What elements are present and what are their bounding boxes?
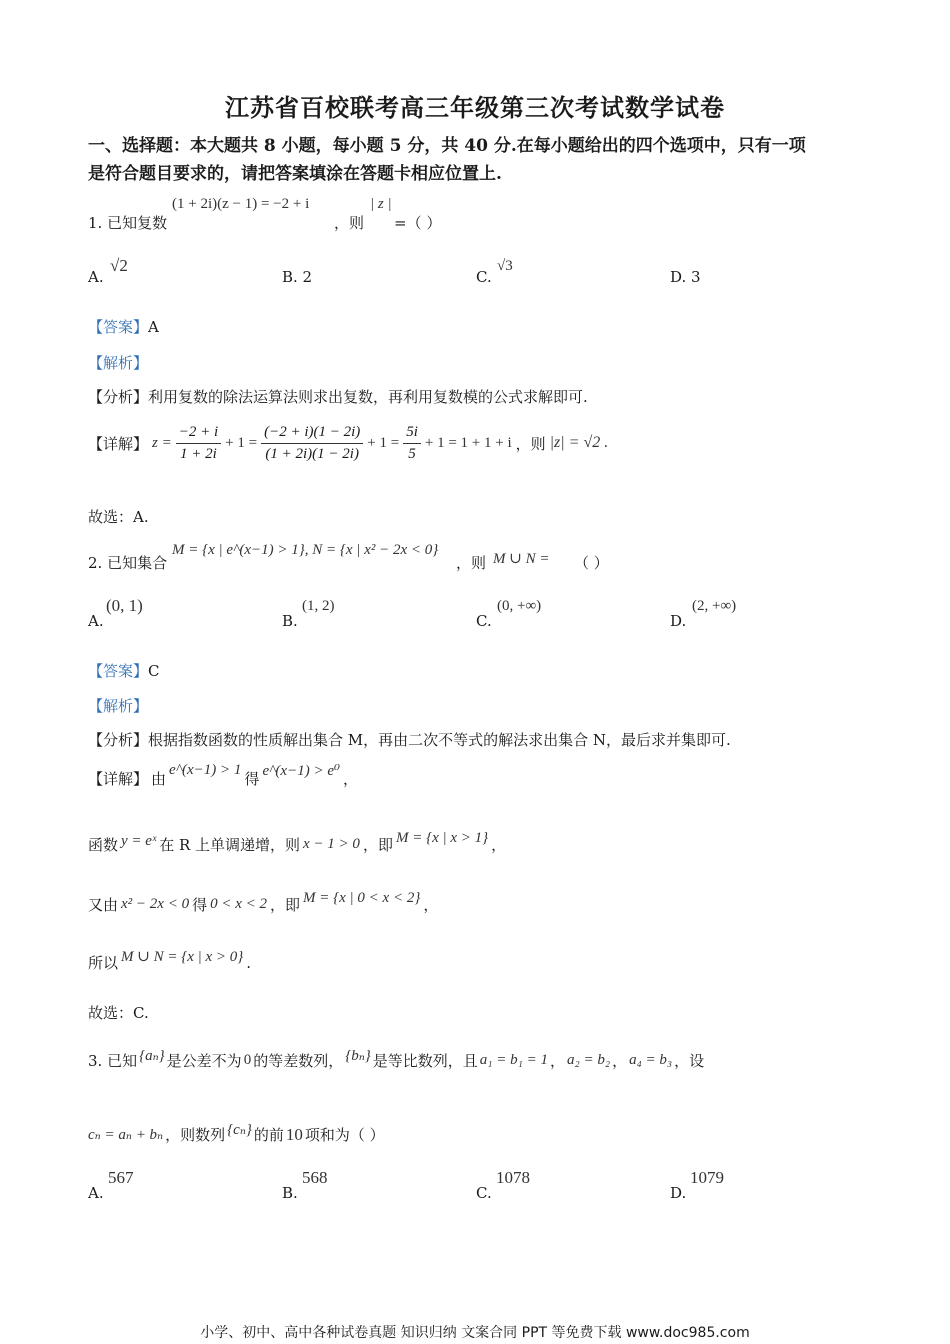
q1-frac2 — [261, 424, 363, 463]
q2-d3-b: 得 — [192, 896, 208, 914]
q1-then: ，则 — [515, 434, 546, 453]
detail-tag: 【详解】 — [88, 770, 149, 788]
q3-l2-math1: cₙ = aₙ + bₙ — [88, 1127, 164, 1143]
q2-d4-end: . — [246, 953, 252, 972]
section-heading-line1: 一、选择题：本大题共 8 小题，每小题 5 分，共 40 分.在每小题给出的四个选项中，只有一项 — [88, 136, 806, 156]
q1-frac3-den: 5 — [408, 445, 416, 462]
q2-option-c-math: (0, +∞) — [497, 598, 542, 614]
q1-result: |z| = √2 . — [549, 434, 609, 451]
q2-option-d-label: D. — [670, 612, 687, 630]
q2-d3-a: 又由 — [88, 896, 119, 914]
q1-option-b-label: B. 2 — [282, 268, 313, 286]
q1-option-c-label: C. — [476, 268, 492, 286]
q1-plus1b: + 1 = — [367, 434, 400, 451]
q2-d1-de: 得 — [244, 770, 260, 788]
q3-option-a-math: 567 — [108, 1168, 134, 1187]
q3-l1-e: ， — [549, 1052, 565, 1070]
q1-option-a-label: A. — [88, 268, 104, 286]
q2-stem-a: 2. 已知集合 — [88, 554, 168, 572]
q3-l1-math6: a₄ = b₃ — [629, 1052, 673, 1068]
q2-fenxi-line — [88, 729, 731, 750]
fenxi-tag: 【分析】 — [88, 388, 149, 406]
q1-option-a-math: √2 — [110, 256, 128, 275]
guxuan-tag: 故选： — [88, 508, 134, 526]
q2-choice: C. — [133, 1004, 149, 1022]
q2-option-b-math: (1, 2) — [302, 598, 335, 614]
q3-l1-math4: a₁ = b₁ = 1 — [479, 1052, 548, 1068]
q3-l1-math5: a₂ = b₂ — [567, 1052, 611, 1068]
q2-d1-you: 由 — [151, 770, 167, 788]
section-heading-line2: 是符合题目要求的，请把答案填涂在答题卡相应位置上. — [88, 164, 502, 184]
q3-l2-c: 项和为（ ） — [304, 1126, 385, 1144]
q3-line-1 — [88, 1050, 704, 1071]
q2-option-b-label: B. — [282, 612, 298, 630]
q2-d3-math2: 0 < x < 2 — [210, 896, 267, 912]
q2-d3-c: ，即 — [270, 896, 301, 914]
q3-line-2 — [88, 1124, 385, 1145]
q2-choice-line — [88, 1002, 149, 1023]
q2-d2-end: ， — [491, 836, 507, 854]
answer-tag: 【答案】 — [88, 662, 149, 680]
q3-option-a-label: A. — [88, 1184, 104, 1202]
q2-option-a-math: (0, 1) — [106, 596, 143, 615]
q1-option-d-label: D. 3 — [670, 268, 701, 286]
q2-union: M ∪ N = — [493, 551, 550, 567]
q1-choice: A. — [133, 508, 149, 526]
q1-answer: A — [148, 318, 159, 336]
q3-option-c-label: C. — [476, 1184, 492, 1202]
q1-frac2-num: (−2 + i)(1 − 2i) — [261, 424, 363, 444]
q2-d2-c: ，即 — [362, 836, 393, 854]
q3-l2-math3: 10 — [285, 1124, 303, 1144]
q3-option-d-label: D. — [670, 1184, 687, 1202]
q1-frac3-num: 5i — [403, 424, 421, 444]
q2-detail-2 — [88, 830, 507, 855]
detail-tag: 【详解】 — [88, 434, 149, 453]
page-title: 江苏省百校联考高三年级第三次考试数学试卷 — [225, 93, 725, 122]
q2-d2-math2: x − 1 > 0 — [303, 836, 360, 852]
q2-d1-end: ， — [343, 770, 359, 788]
q1-frac3 — [403, 424, 421, 463]
q1-stem-b: ，则 — [334, 214, 365, 232]
q1-answer-line — [88, 316, 159, 337]
q1-option-c-math: √3 — [497, 258, 513, 274]
q3-option-b-math: 568 — [302, 1168, 328, 1187]
q1-tail: + 1 = 1 + 1 + i — [424, 434, 512, 451]
q1-frac2-den: (1 + 2i)(1 − 2i) — [265, 445, 359, 462]
q3-l1-d: 是等比数列，且 — [372, 1052, 478, 1070]
q2-detail-1 — [88, 762, 359, 789]
analysis-tag: 【解析】 — [88, 354, 149, 372]
q2-stem-c: （ ） — [574, 554, 609, 572]
q2-detail-4 — [88, 949, 252, 973]
q3-l1-f: ， — [612, 1052, 628, 1070]
q3-l2-b: 的前 — [253, 1126, 284, 1144]
q1-stem-c: =（ ） — [394, 214, 442, 232]
q2-option-a-label: A. — [88, 612, 104, 630]
q2-d2-math3: M = {x | x > 1} — [395, 830, 489, 846]
q3-option-d-math: 1079 — [690, 1168, 724, 1187]
q2-d3-math1: x² − 2x < 0 — [121, 896, 190, 912]
q1-frac1-den: 1 + 2i — [180, 445, 217, 462]
q2-answer: C — [148, 662, 160, 680]
q2-detail-3 — [88, 890, 439, 915]
q2-d4-math1: M ∪ N = {x | x > 0} — [121, 949, 244, 965]
q1-frac1 — [176, 424, 221, 463]
analysis-tag: 【解析】 — [88, 697, 149, 715]
q1-choice-line — [88, 506, 149, 527]
q2-d2-math1: y = eˣ — [121, 833, 157, 849]
q1-equation: (1 + 2i)(z − 1) = −2 + i — [172, 196, 310, 212]
q2-option-d-math: (2, +∞) — [692, 598, 737, 614]
q2-d4-a: 所以 — [88, 954, 119, 972]
q3-l1-b: 是公差不为 — [166, 1052, 242, 1070]
q2-option-c-label: C. — [476, 612, 492, 630]
q2-sets: M = {x | e^(x−1) > 1}, N = {x | x² − 2x < 0} — [172, 542, 439, 558]
q2-d3-math3: M = {x | 0 < x < 2} — [303, 890, 421, 906]
q2-answer-line — [88, 660, 160, 681]
q1-frac1-num: −2 + i — [176, 424, 221, 444]
fenxi-tag: 【分析】 — [88, 731, 149, 749]
q3-l1-c: 的等差数列， — [253, 1052, 344, 1070]
q3-option-b-label: B. — [282, 1184, 298, 1202]
q1-detail — [88, 418, 608, 468]
q3-l1-math2: 0 — [243, 1052, 252, 1068]
q3-l2-a: ，则数列 — [165, 1126, 226, 1144]
q2-stem-b: ，则 — [456, 554, 487, 572]
q2-d3-end: ， — [423, 896, 439, 914]
q2-d2-a: 函数 — [88, 836, 119, 854]
q3-l2-math2: {cₙ} — [227, 1122, 252, 1138]
q2-d1-math1: e^(x−1) > 1 — [169, 762, 242, 778]
q2-d1-math2: e^(x−1) > e⁰ — [262, 763, 340, 779]
q1-abs-z: | z | — [370, 196, 392, 212]
q1-detail-z: z = — [152, 434, 172, 451]
q2-d2-b: 在 R 上单调递增，则 — [159, 836, 301, 854]
q2-fenxi: 根据指数函数的性质解出集合 M，再由二次不等式的解法求出集合 N，最后求并集即可. — [148, 731, 731, 749]
q3-l1-a: 3. 已知 — [88, 1052, 138, 1070]
q3-l1-g: ，设 — [674, 1052, 705, 1070]
answer-tag: 【答案】 — [88, 318, 149, 336]
q1-fenxi-line — [88, 386, 588, 407]
q3-option-c-math: 1078 — [496, 1168, 530, 1187]
q3-l1-math1: {aₙ} — [139, 1048, 165, 1064]
q1-fenxi: 利用复数的除法运算法则求出复数，再利用复数模的公式求解即可. — [148, 388, 588, 406]
page-footer: 小学、初中、高中各种试卷真题 知识归纳 文案合同 PPT 等免费下载 www.doc985.com — [200, 1325, 750, 1341]
guxuan-tag: 故选： — [88, 1004, 134, 1022]
q3-l1-math3: {bₙ} — [345, 1048, 371, 1064]
q1-stem-a: 1. 已知复数 — [88, 214, 168, 232]
q1-plus1a: + 1 = — [225, 434, 258, 451]
